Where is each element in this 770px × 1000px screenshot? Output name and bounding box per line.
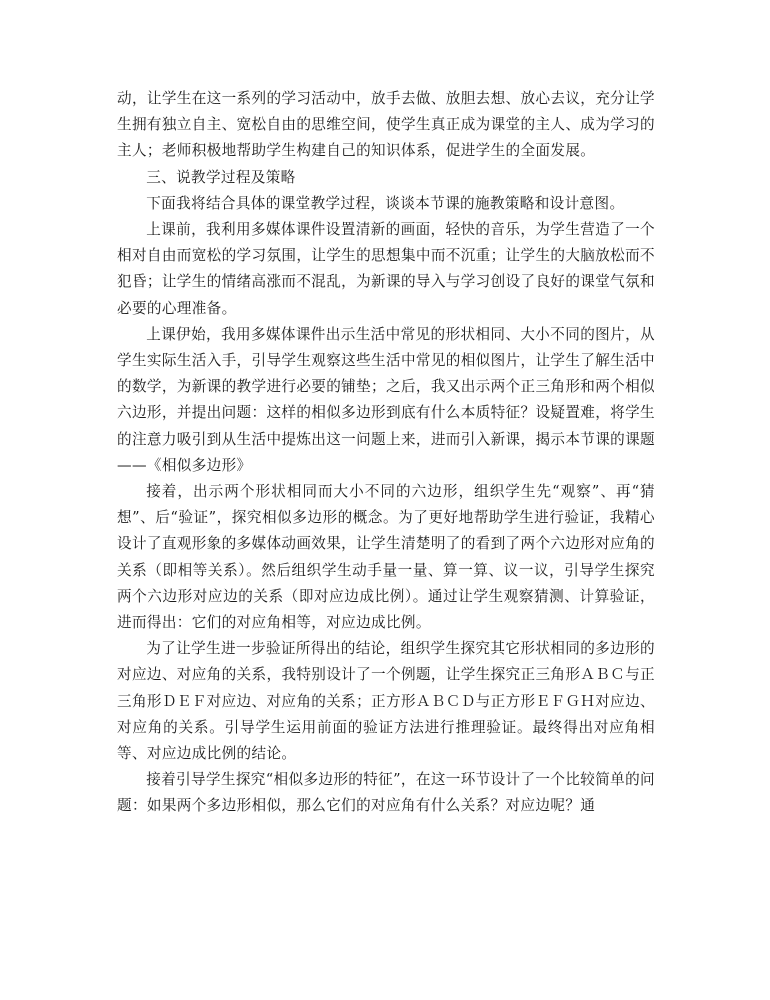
paragraph: 接着，出示两个形状相同而大小不同的六边形，组织学生先“观察”、再“猜想”、后“验证”，探究相似多边形的概念。为了更好地帮助学生进行验证，我精心设计了直观形象的多媒体动画效果，让学生清楚明了的看到了两个六边形对应角的关系（即相等关系）。然后组织学生动手量一量、算一算、议一议，引导学生探究两个六边形对应边的关系（即对应边成比例）。通过让学生观察猜测、计算验证，进而得出：它们的对应角相等，对应边成比例。 [117,483,655,632]
section-heading: 三、说教学过程及策略 [146,168,296,186]
paragraph: 上课伊始，我用多媒体课件出示生活中常见的形状相同、大小不同的图片，从学生实际生活入手，引导学生观察这些生活中常见的相似图片，让学生了解生活中的数学，为新课的教学进行必要的铺垫；之后，我又出示两个正三角形和两个相似六边形，并提出问题：这样的相似多边形到底有什么本质特征？设疑置难，将学生的注意力吸引到从生活中提炼出这一问题上来，进而引入新课，揭示本节课的课题——《相似多边形》 [117,325,655,474]
paragraph: 上课前，我利用多媒体课件设置清新的画面，轻快的音乐，为学生营造了一个相对自由而宽松的学习氛围，让学生的思想集中而不沉重；让学生的大脑放松而不犯昏；让学生的情绪高涨而不混乱，为新课的导入与学习创设了良好的课堂气氛和必要的心理准备。 [117,221,655,317]
paragraph: 为了让学生进一步验证所得出的结论，组织学生探究其它形状相同的多边形的对应边、对应角的关系，我特别设计了一个例题，让学生探究正三角形ＡＢＣ与正三角形ＤＥＦ对应边、对应角的关系；正方形ＡＢＣＤ与正方形ＥＦＧＨ对应边、对应角的关系。引导学生运用前面的验证方法进行推理验证。最终得出对应角相等、对应边成比例的结论。 [117,640,655,763]
paragraph-continued: 动，让学生在这一系列的学习活动中，放手去做、放胆去想、放心去议，充分让学生拥有独立自主、宽松自由的思维空间，使学生真正成为课堂的主人、成为学习的主人；老师积极地帮助学生构建自己的知识体系，促进学生的全面发展。 [117,90,655,160]
document-body [117,86,655,820]
paragraph: 下面我将结合具体的课堂教学过程，谈谈本节课的施教策略和设计意图。 [146,194,625,212]
paragraph: 接着引导学生探究“相似多边形的特征”，在这一环节设计了一个比较简单的问题：如果两个多边形相似，那么它们的对应角有什么关系？对应边呢？通 [117,771,655,815]
